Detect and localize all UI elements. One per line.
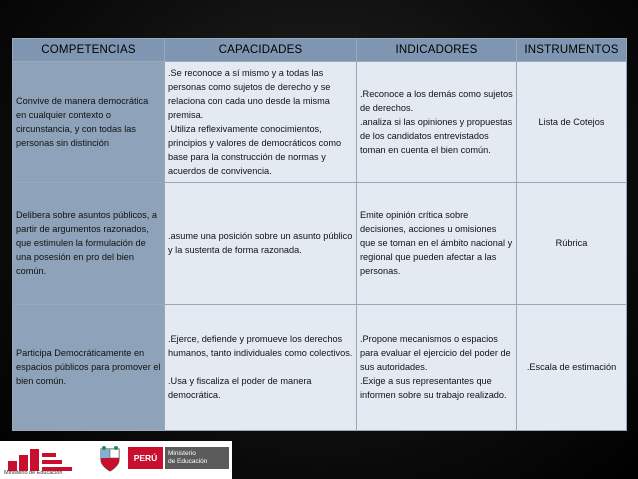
capacidades-text: .asume una posición sobre un asunto público y la sustenta de forma razonada. [168, 231, 353, 256]
competencia-cell: Delibera sobre asuntos públicos, a partir de argumentos razonados, que estimulen la formulación de una posesión en pro del bien común. [13, 182, 165, 304]
indicadores-text: Emite opinión crítica sobre decisiones, acciones u omisiones que se toman en el ámbito nacional y regional que pueden afectar a las personas. [360, 210, 513, 277]
peru-label: PERÚ [128, 447, 163, 469]
ministerio-logo-bars-icon [6, 445, 76, 471]
header-competencias: COMPETENCIAS [13, 39, 165, 62]
instrumento-cell: Lista de Cotejos [517, 62, 627, 182]
header-indicadores: INDICADORES [357, 39, 517, 62]
indicadores-cell [357, 62, 517, 182]
table-row [13, 182, 627, 304]
header-capacidades: CAPACIDADES [165, 39, 357, 62]
indicadores-text: .Reconoce a los demás como sujetos de derechos. .analiza si las opiniones y propuestas de los candidatos entrevistados toman en cuenta el bien común. [360, 88, 513, 155]
capacidades-cell [165, 182, 357, 304]
table-header-row [13, 39, 627, 62]
peru-coat-of-arms-icon [98, 446, 122, 472]
footer-logos [0, 441, 232, 479]
capacidades-cell [165, 304, 357, 430]
capacidades-text: .Se reconoce a sí mismo y a todas las personas como sujetos de derecho y se relaciona con cada uno desde la misma premisa. .Utiliza reflexivamente conocimientos, principios y valores de democráticos como base para la construcción de normas y acuerdos de convivencia. [168, 67, 342, 176]
instrumento-cell: .Escala de estimación [517, 304, 627, 430]
ministry-label: Ministerio de Educación [165, 447, 229, 469]
instrumento-cell: Rúbrica [517, 182, 627, 304]
indicadores-cell [357, 182, 517, 304]
indicadores-text: .Propone mecanismos o espacios para evaluar el ejercicio del poder de sus autoridades. .Exige a sus representantes que informen sobre su trabajo realizado. [360, 334, 511, 401]
competencias-table [12, 38, 627, 431]
header-instrumentos: INSTRUMENTOS [517, 39, 627, 62]
capacidades-cell [165, 62, 357, 182]
indicadores-cell [357, 304, 517, 430]
competencia-cell: Convive de manera democrática en cualquier contexto o circunstancia, y con todas las personas sin distinción [13, 62, 165, 182]
table-row [13, 304, 627, 430]
table-row [13, 62, 627, 182]
competencia-cell: Participa Democráticamente en espacios públicos para promover el bien común. [13, 304, 165, 430]
logo-caption: Ministerio de Educación [4, 470, 63, 476]
capacidades-text: .Ejerce, defiende y promueve los derechos humanos, tanto individuales como colectivos. .Usa y fiscaliza el poder de manera democrática. [168, 334, 353, 401]
